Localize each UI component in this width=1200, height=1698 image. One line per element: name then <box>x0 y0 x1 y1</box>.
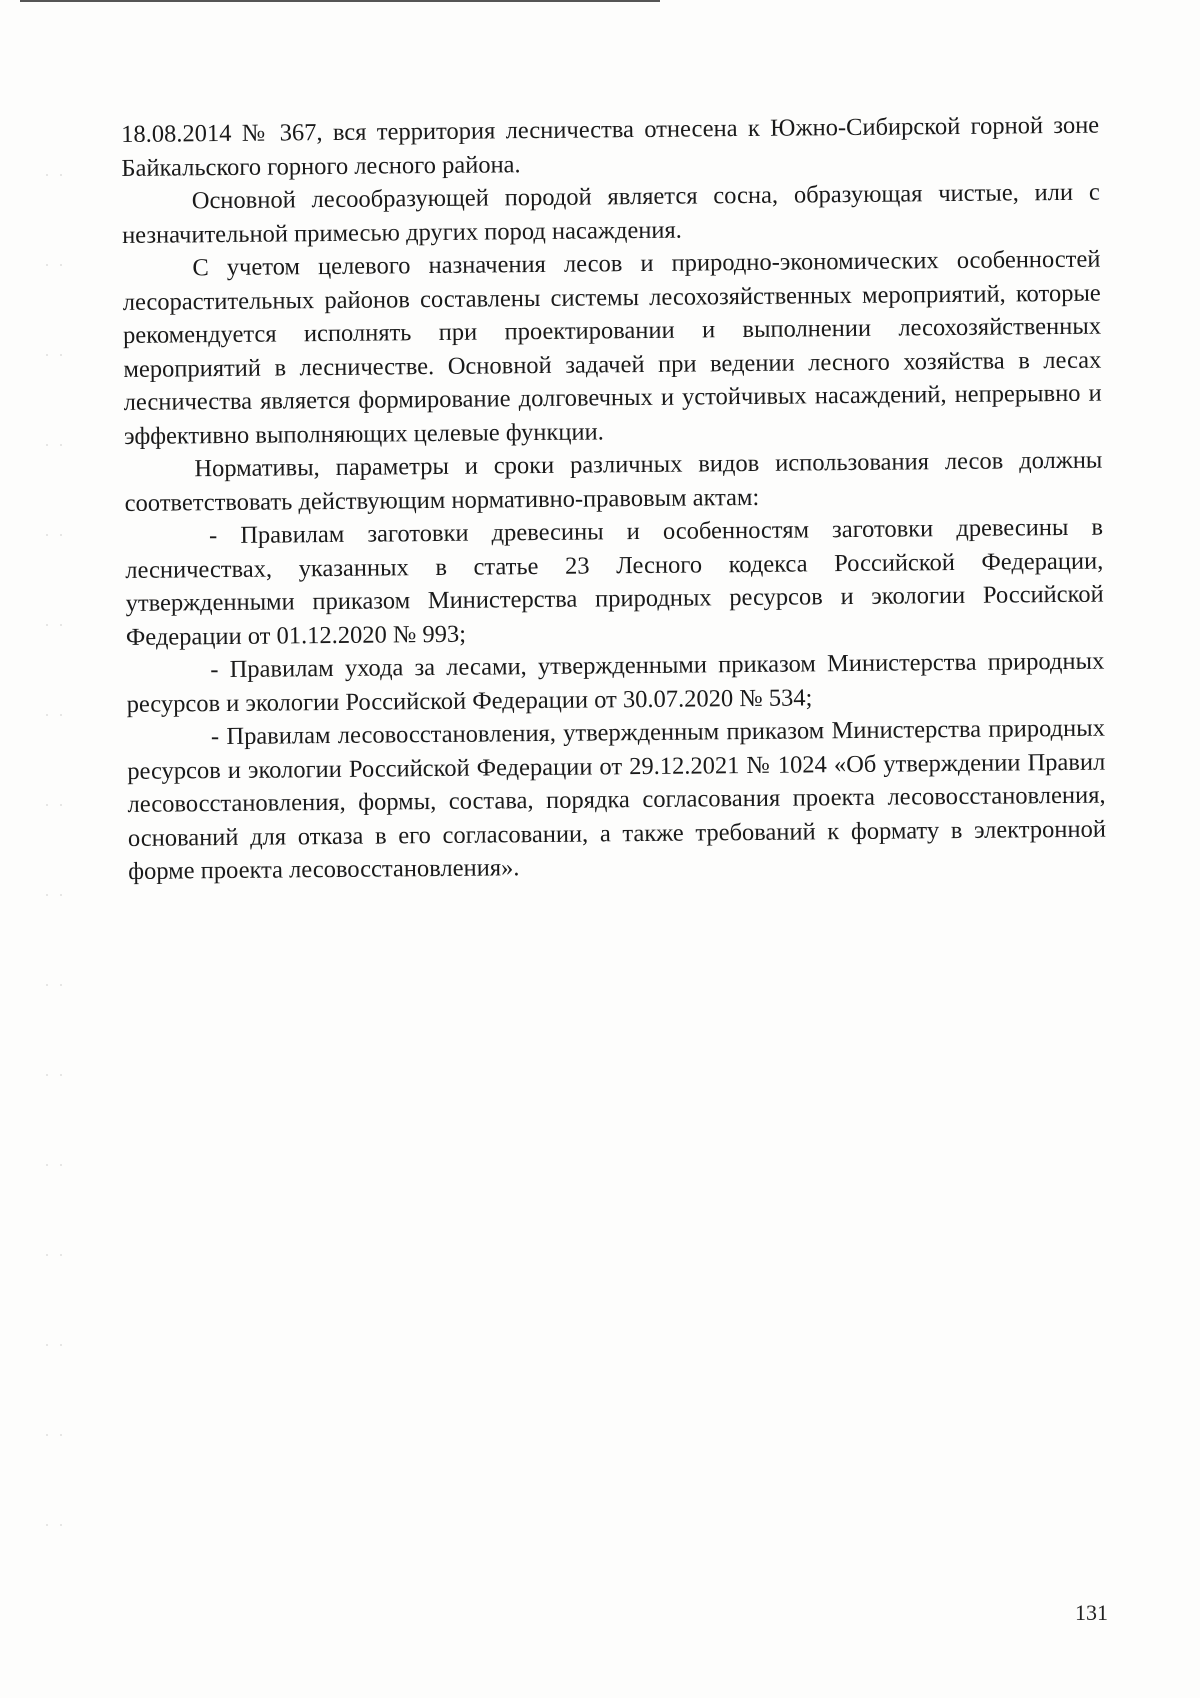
scan-artifacts <box>40 130 70 1530</box>
scan-top-edge <box>20 0 660 2</box>
paragraph-4: Нормативы, параметры и сроки различных видов использования лесов должны соответствовать действующим нормативно-правовым актам: <box>124 446 1103 517</box>
page-number: 131 <box>1075 1600 1108 1625</box>
list-item-harvesting-rules: - Правилам заготовки древесины и особенностям заготовки древесины в лесничествах, указанных в статье 23 Лесного кодекса Российской Федерации, утвержденными приказом Министерства природных ресурсов и экологии Российской Федерации от 01.12.2020 № 993; <box>125 513 1104 651</box>
list-item-forest-care-rules: - Правилам ухода за лесами, утвержденными приказом Министерства природных ресурсов и экологии Российской Федерации от 30.07.2020 № 534; <box>126 647 1105 718</box>
paragraph-1: 18.08.2014 № 367, вся территория лесничества отнесена к Южно-Сибирской горной зоне Байкальского горного лесного района. <box>121 111 1100 182</box>
paragraph-3: С учетом целевого назначения лесов и природно-экономических особенностей лесорастительных районов составлены системы лесохозяйственных мероприятий, которые рекомендуется исполнять при проектировании и выполнении лесохозяйственных мероприятий в лесничестве. Основной задачей при ведении лесного хозяйства в лесах лесничества является формирование долговечных и устойчивых насаждений, непрерывно и эффективно выполняющих целевые функции. <box>122 245 1102 450</box>
list-item-reforestation-rules: - Правилам лесовосстановления, утвержденным приказом Министерства природных ресурсов и экологии Российской Федерации от 29.12.2021 № 1024 «Об утверждении Правил лесовосстановления, формы, состава, порядка согласования проекта лесовосстановления, оснований для отказа в его согласовании, а также требований к формату в электронной форме проекта лесовосстановления». <box>127 714 1106 885</box>
document-body <box>121 109 1106 889</box>
paragraph-2: Основной лесообразующей породой является сосна, образующая чистые, или с незначительной примесью других пород насаждения. <box>121 178 1100 249</box>
